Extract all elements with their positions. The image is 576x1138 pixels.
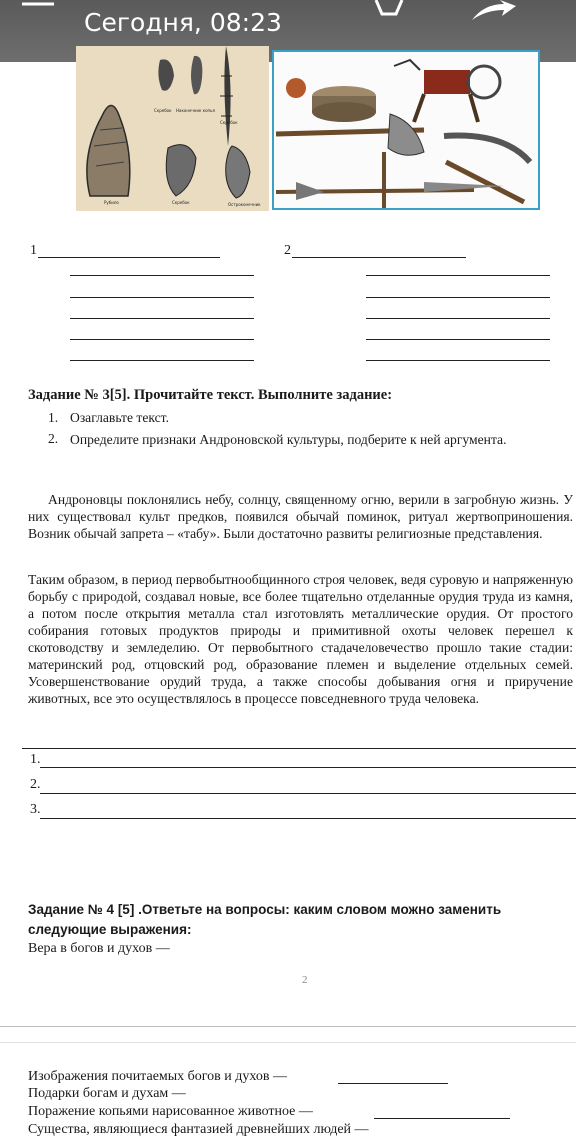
page-separator	[0, 1026, 576, 1027]
task4-question-3: Подарки богам и духам —	[28, 1086, 186, 1101]
answer-line	[366, 339, 550, 340]
answer-line	[366, 360, 550, 361]
tool-label: Наконечник копья	[176, 108, 215, 113]
task3-title: Задание № 3[5]. Прочитайте текст. Выполните задание:	[28, 387, 393, 403]
answer-line	[374, 1118, 510, 1119]
answer-line	[366, 275, 550, 276]
answer-line	[40, 767, 576, 768]
answer-line	[366, 318, 550, 319]
task3-paragraph-1: Андроновцы поклонялись небу, солнцу, священному огню, верили в загробную жизнь. У них существовал культ предков, появился обычай поминок, ритуал жертвоприношения. Возник обычай запрета – «табу». Были достаточно развиты религиозные представления.	[28, 492, 573, 541]
blank-label-1: 1	[30, 243, 37, 258]
blank-label-2: 2	[284, 243, 291, 258]
answer-line	[70, 318, 254, 319]
answer-line	[70, 297, 254, 298]
task3-item-num: 2.	[48, 431, 59, 446]
tool-label: Скребок	[154, 108, 172, 113]
stone-tools-illustration	[76, 46, 269, 211]
page-separator	[0, 1042, 576, 1043]
back-arrow-icon[interactable]	[18, 0, 58, 8]
answer-line	[38, 257, 220, 258]
tool-label: Остроконечник	[228, 202, 261, 207]
task4-question-5: Существа, являющиеся фантазией древнейших людей —	[28, 1122, 369, 1137]
task4-title-line2: следующие выражения:	[28, 922, 192, 937]
answer-num: 3.	[30, 802, 41, 817]
timestamp-title: Сегодня, 08:23	[84, 8, 282, 37]
tool-label: Скребок	[220, 120, 238, 125]
task3-item-text: Озаглавьте текст.	[70, 410, 169, 425]
answer-line	[70, 360, 254, 361]
answer-line	[292, 257, 466, 258]
task4-question-1: Вера в богов и духов —	[28, 941, 170, 956]
answer-num: 1.	[30, 752, 41, 767]
answer-line	[22, 748, 576, 749]
share-arrow-icon[interactable]	[470, 0, 516, 22]
task3-item-num: 1.	[48, 410, 59, 425]
answer-line	[366, 297, 550, 298]
star-outline-icon[interactable]	[372, 0, 406, 22]
answer-num: 2.	[30, 777, 41, 792]
task3-paragraph-2: Таким образом, в период первобытнообщинного строя человек, ведя суровую и напряженную борьбу с природой, создавал новые, все более тщательно отделанные орудия труда из камня, а потом после открытия металла стал изготовлять металлические орудия. От простого собирания готовых продуктов природы и примитивной охоты человек перешел к скотоводству и земледелию. От первобытного стадачеловечество прошло такие стадии: материнский род, отцовский род, образование племен и выделение отдельных семей. Усовершенствование орудий труда, а также способы добывания огня и приручение животных, все это осуществлялось в процессе повседневного труда человека.	[28, 572, 573, 706]
task3-item-text: Определите признаки Андроновской культуры, подберите к ней аргумента.	[70, 432, 507, 447]
answer-line	[40, 793, 576, 794]
task4-question-2: Изображения почитаемых богов и духов —	[28, 1069, 287, 1084]
tool-label: Скребок	[172, 200, 190, 205]
tool-label: Рубило	[104, 200, 119, 205]
metal-tools-illustration	[272, 50, 540, 210]
task4-title-line1: Задание № 4 [5] .Ответьте на вопросы: каким словом можно заменить	[28, 902, 502, 917]
answer-line	[70, 275, 254, 276]
answer-line	[338, 1083, 448, 1084]
answer-line	[40, 818, 576, 819]
task4-question-4: Поражение копьями нарисованное животное —	[28, 1104, 313, 1119]
answer-line	[70, 339, 254, 340]
page-number: 2	[302, 974, 308, 986]
